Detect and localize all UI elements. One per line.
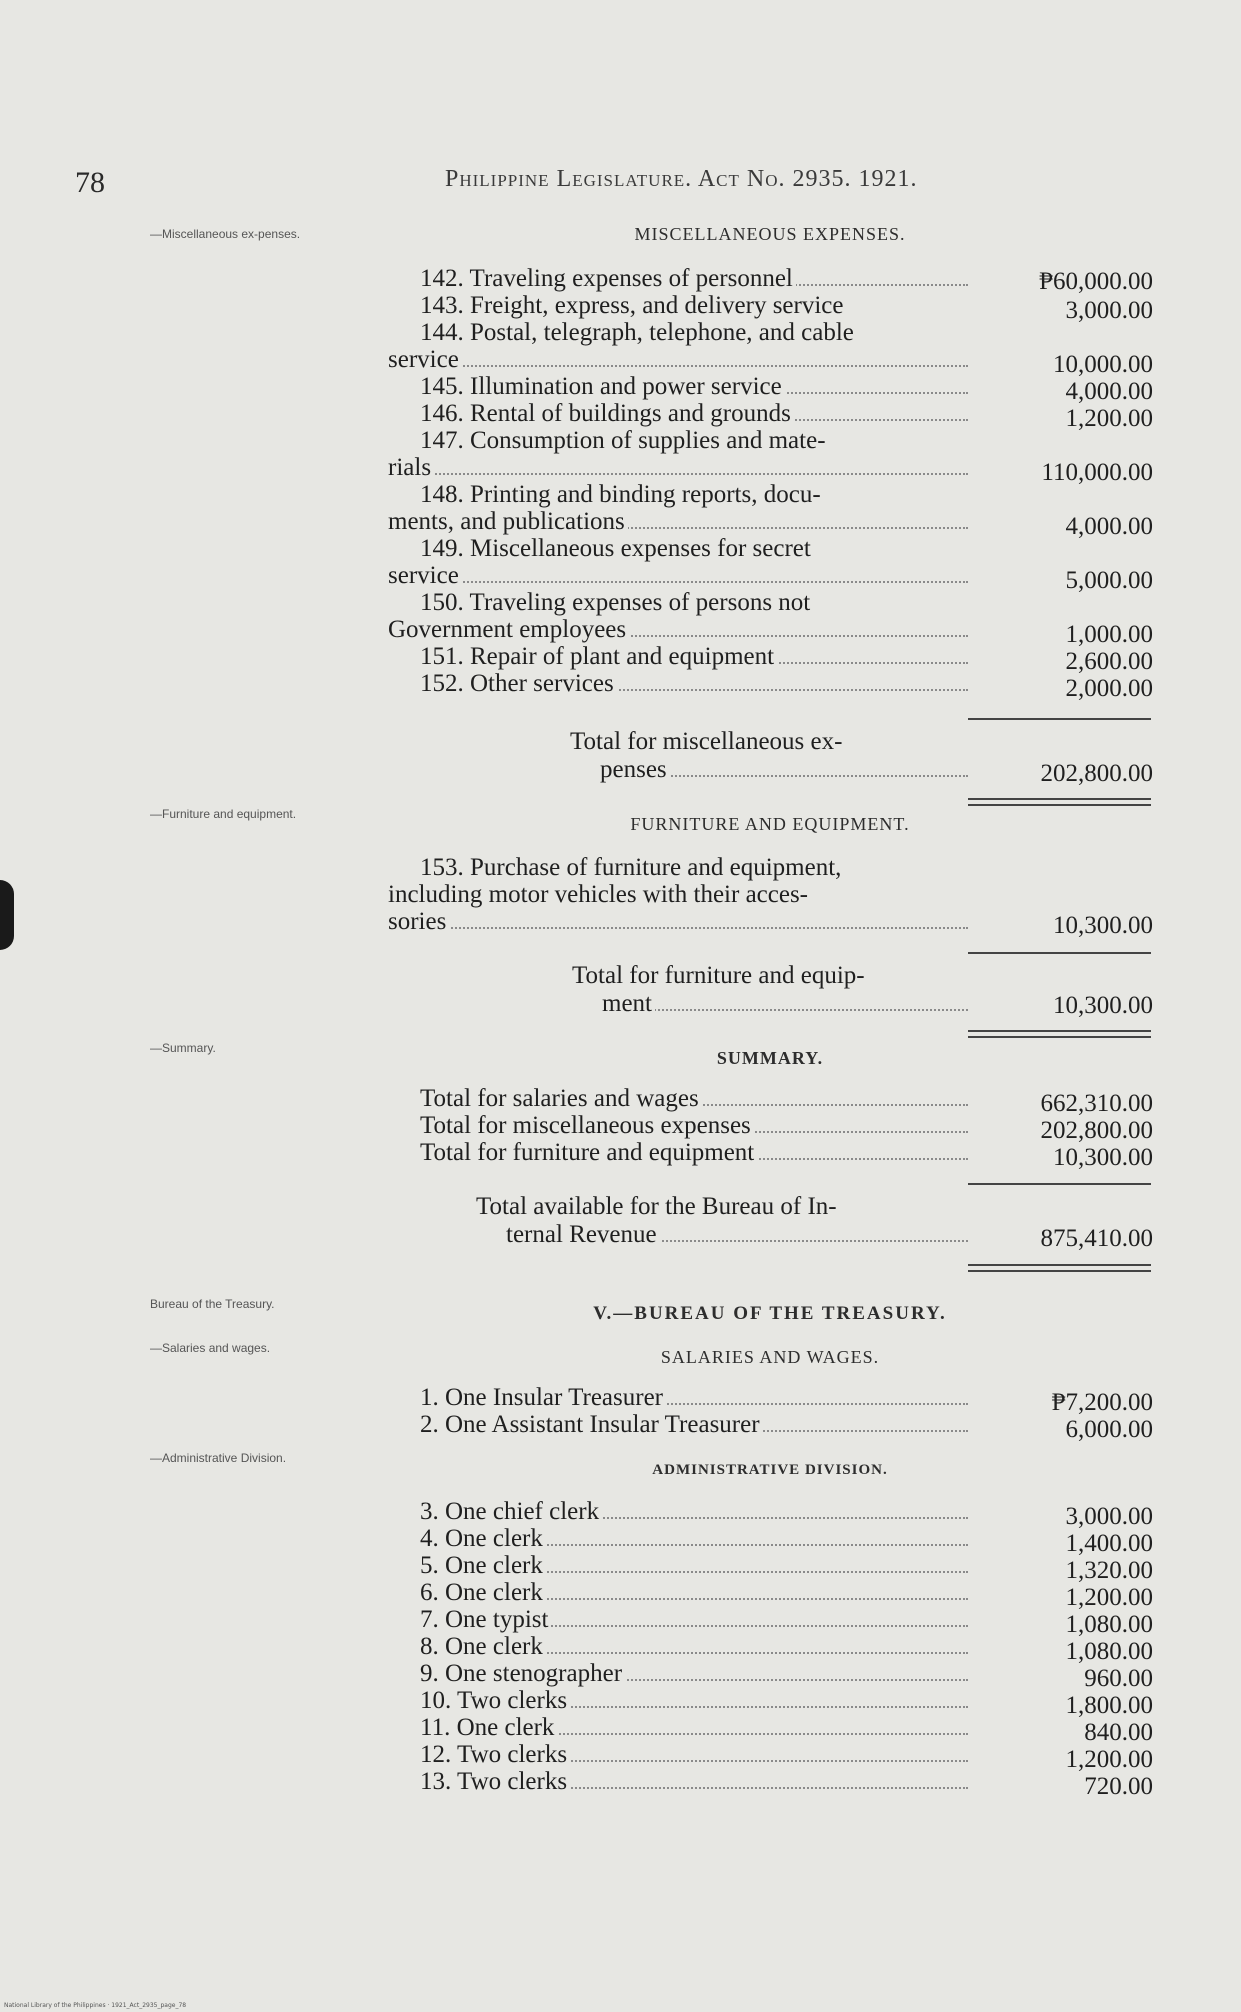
subtotal-rule [968,1183,1151,1185]
admin-item-amount: 720.00 [1084,1773,1153,1800]
running-title: Philippine Legislature. Act No. 2935. 1921. [445,166,918,192]
misc-item-amount: 2,000.00 [1065,675,1153,702]
admin-item: 9. One stenographer [388,1660,968,1687]
furniture-heading: FURNITURE AND EQUIPMENT. [630,814,910,834]
margin-note-admin: —Administrative Division. [150,1451,287,1465]
misc-item-amount: 110,000.00 [1041,459,1153,486]
misc-item: 144. Postal, telegraph, telephone, and cable [388,319,968,346]
misc-item-amount: 5,000.00 [1065,567,1153,594]
summary-item-amount: 10,300.00 [1053,1144,1153,1171]
misc-item: 148. Printing and binding reports, docu- [388,481,968,508]
admin-item-amount: 1,320.00 [1065,1557,1153,1584]
treasury-item: 1. One Insular Treasurer [388,1384,968,1411]
misc-item-amount: 3,000.00 [1065,297,1153,324]
treasury-item-amount: ₱7,200.00 [1051,1389,1153,1416]
admin-item: 8. One clerk [388,1633,968,1660]
admin-item-amount: 3,000.00 [1065,1503,1153,1530]
summary-total-label: Total available for the Bureau of In- [476,1193,837,1220]
admin-item-amount: 960.00 [1084,1665,1153,1692]
misc-item: 149. Miscellaneous expenses for secret [388,535,968,562]
admin-item-amount: 840.00 [1084,1719,1153,1746]
misc-item-continued: Government employees [388,616,968,643]
misc-item-continued: ments, and publications [388,508,968,535]
total-double-rule [968,1264,1151,1272]
misc-total-amount: 202,800.00 [1040,760,1153,787]
admin-item: 13. Two clerks [388,1768,968,1795]
misc-total-label-continued: penses [600,756,968,783]
misc-item-continued: rials [388,454,968,481]
misc-item-amount: 1,200.00 [1065,405,1153,432]
misc-item-amount: 2,600.00 [1065,648,1153,675]
summary-item: Total for furniture and equipment [388,1139,968,1166]
furniture-total-amount: 10,300.00 [1053,992,1153,1019]
margin-note-furniture: —Furniture and equipment. [150,807,297,821]
summary-item: Total for salaries and wages [388,1085,968,1112]
admin-item: 10. Two clerks [388,1687,968,1714]
furniture-total-label: Total for furniture and equip- [572,962,865,989]
summary-item-amount: 662,310.00 [1040,1090,1153,1117]
admin-item: 7. One typist [388,1606,968,1633]
margin-note-salaries: —Salaries and wages. [150,1341,271,1355]
treasury-item-amount: 6,000.00 [1065,1416,1153,1443]
admin-item-amount: 1,080.00 [1065,1611,1153,1638]
summary-item-amount: 202,800.00 [1040,1117,1153,1144]
misc-item: 145. Illumination and power service [388,373,968,400]
admin-heading: ADMINISTRATIVE DIVISION. [652,1462,888,1478]
page-number: 78 [75,166,105,199]
summary-total-label-continued: ternal Revenue [506,1221,968,1248]
misc-total-label: Total for miscellaneous ex- [570,728,843,755]
admin-item-amount: 1,400.00 [1065,1530,1153,1557]
admin-item: 4. One clerk [388,1525,968,1552]
admin-item: 12. Two clerks [388,1741,968,1768]
misc-item-amount: 10,000.00 [1053,351,1153,378]
misc-item: 142. Traveling expenses of personnel [388,265,968,292]
misc-item-amount: 4,000.00 [1065,378,1153,405]
misc-item-amount: 4,000.00 [1065,513,1153,540]
misc-item-continued: service [388,346,968,373]
admin-item-amount: 1,800.00 [1065,1692,1153,1719]
furniture-item-continued: sories [388,908,968,935]
summary-heading: SUMMARY. [716,1048,824,1068]
subtotal-rule [968,718,1151,720]
furniture-item-continued: including motor vehicles with their acces- [388,881,968,908]
treasury-heading: V.—BUREAU OF THE TREASURY. [593,1303,947,1324]
misc-item-amount: 1,000.00 [1065,621,1153,648]
scan-footer-text: National Library of the Philippines · 1921_Act_2935_page_78 [4,2002,187,2009]
summary-total-amount: 875,410.00 [1040,1225,1153,1252]
salaries-heading: SALARIES AND WAGES. [660,1347,880,1367]
misc-item: 143. Freight, express, and delivery service [388,292,968,319]
furniture-total-label-continued: ment [602,990,968,1017]
treasury-item: 2. One Assistant Insular Treasurer [388,1411,968,1438]
misc-item: 147. Consumption of supplies and mate- [388,427,968,454]
margin-note-bureau: Bureau of the Treasury. [150,1297,275,1311]
misc-item: 146. Rental of buildings and grounds [388,400,968,427]
margin-note-summary: —Summary. [150,1041,216,1055]
misc-heading: MISCELLANEOUS EXPENSES. [634,224,906,244]
admin-item: 11. One clerk [388,1714,968,1741]
admin-item-amount: 1,200.00 [1065,1584,1153,1611]
misc-item: 150. Traveling expenses of persons not [388,589,968,616]
admin-item: 3. One chief clerk [388,1498,968,1525]
misc-item: 152. Other services [388,670,968,697]
misc-item-amount: ₱60,000.00 [1039,268,1153,295]
margin-note-misc: —Miscellaneous ex-penses. [150,227,301,241]
furniture-item-amount: 10,300.00 [1053,912,1153,939]
misc-item-continued: service [388,562,968,589]
summary-item: Total for miscellaneous expenses [388,1112,968,1139]
furniture-item: 153. Purchase of furniture and equipment, [388,854,968,881]
subtotal-rule [968,952,1151,954]
total-double-rule [968,798,1151,806]
misc-item: 151. Repair of plant and equipment [388,643,968,670]
admin-item: 5. One clerk [388,1552,968,1579]
admin-item: 6. One clerk [388,1579,968,1606]
admin-item-amount: 1,200.00 [1065,1746,1153,1773]
scan-edge-mark [0,880,14,950]
admin-item-amount: 1,080.00 [1065,1638,1153,1665]
total-double-rule [968,1030,1151,1038]
